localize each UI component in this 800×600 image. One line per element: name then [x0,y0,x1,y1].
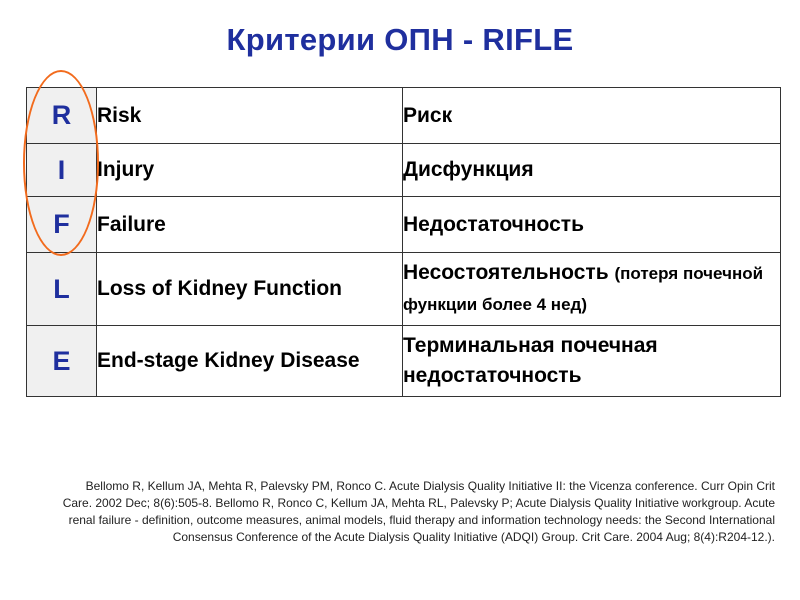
english-term: End-stage Kidney Disease [97,326,403,397]
page-title: Критерии ОПН - RIFLE [226,22,574,57]
letter-cell: L [27,253,97,326]
english-term: Injury [97,144,403,197]
russian-term-note: (потеря почечной функции более 4 нед) [403,264,764,314]
russian-term-text: Несостоятельность [403,261,609,284]
russian-term-text: Риск [403,103,453,127]
table-row [27,88,781,144]
citation: Bellomo R, Kellum JA, Mehta R, Palevsky PM, Ronco C. Acute Dialysis Quality Initiative II: the Vicenza conference. Curr Opin Crit Care. 2002 Dec; 8(6):505-8. Bellomo R, Ronco C, Kellum JA, Mehta RL, Palevsky P; Acute Dialysis Quality Initiative workgroup. Acute renal failure - definition, outcome measures, animal models, fluid therapy and information technology needs: the Second International Consensus Conference of the Acute Dialysis Quality Initiative (ADQI) Group. Crit Care. 2004 Aug; 8(4):R204-12.). [62,479,775,544]
table-row [27,144,781,197]
letter-cell: E [27,326,97,397]
russian-term-text: Терминальная почечная недостаточность [403,334,658,387]
table-row [27,326,781,397]
russian-term-text: Недостаточность [403,212,584,236]
english-term: Loss of Kidney Function [97,253,403,326]
rifle-table [26,87,781,397]
letter-cell: F [27,197,97,253]
russian-term [403,88,781,144]
russian-term [403,144,781,197]
letter-cell: I [27,144,97,197]
letter-cell: R [27,88,97,144]
table-row [27,197,781,253]
russian-term-text: Дисфункция [403,158,534,181]
english-term: Risk [97,88,403,144]
english-term: Failure [97,197,403,253]
russian-term [403,197,781,253]
russian-term [403,253,781,326]
russian-term [403,326,781,397]
table-row [27,253,781,326]
